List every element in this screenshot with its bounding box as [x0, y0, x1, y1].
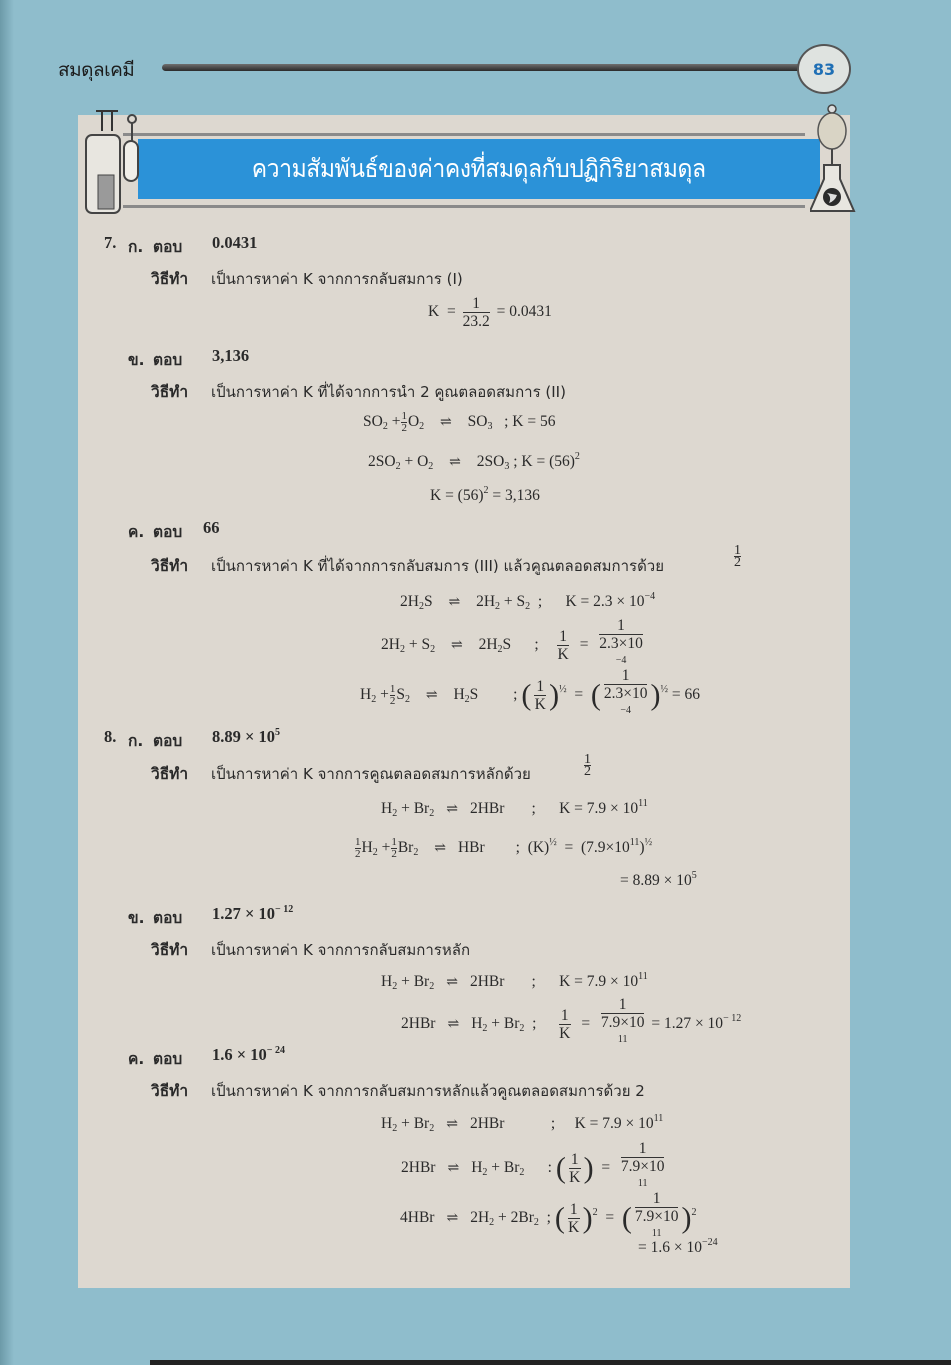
answer-label: ตอบ: [153, 1050, 183, 1068]
part-letter: ข.: [128, 351, 145, 369]
method-label: วิธีทำ: [151, 270, 189, 288]
equation-row: $K = (56)^2 = 3,136$: [430, 485, 540, 504]
method-text: เป็นการหาค่า K จากการกลับสมการ (I): [211, 270, 463, 288]
equation-row: $2SO_2 + O_2$ ⇌ $2SO_3$ ; $K = (56)^2$: [368, 451, 580, 472]
answer-label: ตอบ: [153, 523, 183, 541]
equation-row: $\frac{1}{2}$ $H_2$ + $\frac{1}{2}$ $Br_2$ ⇌ HBr ; $(K)^{\frac{1}{2}} = (7.9\times 10^{11})^{\frac{1}{2}}$: [355, 836, 653, 860]
part-letter: ค.: [128, 523, 145, 541]
gas-washing-bottle-icon: [76, 105, 146, 217]
answer-value: $1.27 \times 10^{- 12}$: [212, 904, 294, 923]
banner-bar: [138, 139, 820, 199]
section-banner: [78, 115, 850, 220]
method-text: เป็นการหาค่า K ที่ได้จากการกลับสมการ (III) แล้วคูณตลอดสมการด้วย: [211, 557, 665, 575]
page-spine-shadow: [0, 0, 14, 1365]
method-label: วิธีทำ: [151, 383, 189, 401]
page-number-badge: 83: [797, 44, 851, 94]
answer-label: ตอบ: [153, 238, 183, 256]
equation-row: $2H_2 + S_2$ ⇌ $2H_2S$ ; $\frac{1}{K}$ = 1 2.3×10 $^{-4}$: [381, 617, 643, 666]
equation-row: $2H_2S$ ⇌ $2H_2 + S_2$ ; $K = 2.3 \times 10^{-4}$: [400, 591, 656, 612]
equation-row: $H_2 + Br_2$ ⇌ 2HBr ; $K = 7.9 \times 10^{11}$: [381, 798, 648, 819]
answer-value: $1.6 \times 10^{- 24}$: [212, 1045, 285, 1064]
method-text: เป็นการหาค่า K ที่ได้จากการนำ 2 คูณตลอดสมการ (II): [211, 383, 566, 401]
equation-row: 2HBr ⇌ $H_2 + Br_2$ : ( $\frac{1}{K}$ ) = 1 7.9×10 $^{11}$: [401, 1140, 665, 1189]
equation-row: = $8.89 \times 10^5$: [620, 870, 697, 889]
answer-value: 66: [203, 518, 220, 537]
running-head-title: สมดุลเคมี: [58, 59, 135, 81]
problem-8-number: 8.: [104, 727, 117, 746]
method-label: วิธีทำ: [151, 765, 189, 783]
equation-row: $H_2$ + $\frac{1}{2}$ $S_2$ ⇌ $H_2S$ ; ( $\frac{1}{K}$ )$^{\frac{1}{2}}$ = ( 1 2.3×10 $^{-4}$ )$^{\frac{1}{2}}$ = 66: [360, 667, 700, 716]
method-text: เป็นการหาค่า K จากการกลับสมการหลักแล้วคูณตลอดสมการด้วย 2: [211, 1082, 645, 1100]
equation-row: 2HBr ⇌ $H_2 + Br_2$ ; $\frac{1}{K}$ = 1 7.9×10 $^{11}$ = $1.27 \times 10^{- 12}$: [401, 996, 742, 1045]
banner-top-rule: [123, 133, 805, 136]
problem-7-number: 7.: [104, 233, 117, 252]
part-letter: ก.: [128, 238, 144, 256]
equation-row: K = $\frac{1}{23.2}$ = 0.0431: [428, 295, 552, 330]
answer-value: 0.0431: [212, 233, 258, 252]
answer-label: ตอบ: [153, 732, 183, 750]
method-text: เป็นการหาค่า K จากการกลับสมการหลัก: [211, 941, 471, 959]
banner-bottom-rule: [123, 205, 805, 208]
equation-row: 4HBr ⇌ $2H_2 + 2Br_2$ ; ( $\frac{1}{K}$ )$^2$ = ( 1 7.9×10 $^{11}$ )$^2$: [400, 1190, 697, 1239]
answer-value: $8.89 \times 10^5$: [212, 727, 281, 746]
equation-row: = $1.6 \times 10^{-24}$: [638, 1237, 718, 1256]
separatory-funnel-flask-icon: [810, 103, 856, 215]
equation-row: $SO_2$ + $\frac{1}{2}$ $O_2$ ⇌ $SO_3$ ; K = 56: [363, 410, 556, 434]
equation-row: $H_2 + Br_2$ ⇌ 2HBr ; $K = 7.9 \times 10^{11}$: [381, 1113, 664, 1134]
equation-row: $H_2 + Br_2$ ⇌ 2HBr ; $K = 7.9 \times 10^{11}$: [381, 971, 648, 992]
method-label: วิธีทำ: [151, 557, 189, 575]
answer-label: ตอบ: [153, 351, 183, 369]
answer-value: 3,136: [212, 346, 250, 365]
part-letter: ข.: [128, 909, 145, 927]
answer-label: ตอบ: [153, 909, 183, 927]
method-label: วิธีทำ: [151, 941, 189, 959]
method-text: เป็นการหาค่า K จากการคูณตลอดสมการหลักด้วย: [211, 765, 531, 783]
bottom-edge: [150, 1360, 951, 1365]
method-factor: $\frac{1}{2}$: [734, 543, 741, 570]
part-letter: ค.: [128, 1050, 145, 1068]
method-factor: $\frac{1}{2}$: [584, 752, 591, 779]
part-letter: ก.: [128, 732, 144, 750]
content-panel: [78, 115, 850, 1288]
header-rule: [162, 64, 802, 71]
method-label: วิธีทำ: [151, 1082, 189, 1100]
section-title: ความสัมพันธ์ของค่าคงที่สมดุลกับปฏิกิริยาสมดุล: [252, 154, 706, 183]
